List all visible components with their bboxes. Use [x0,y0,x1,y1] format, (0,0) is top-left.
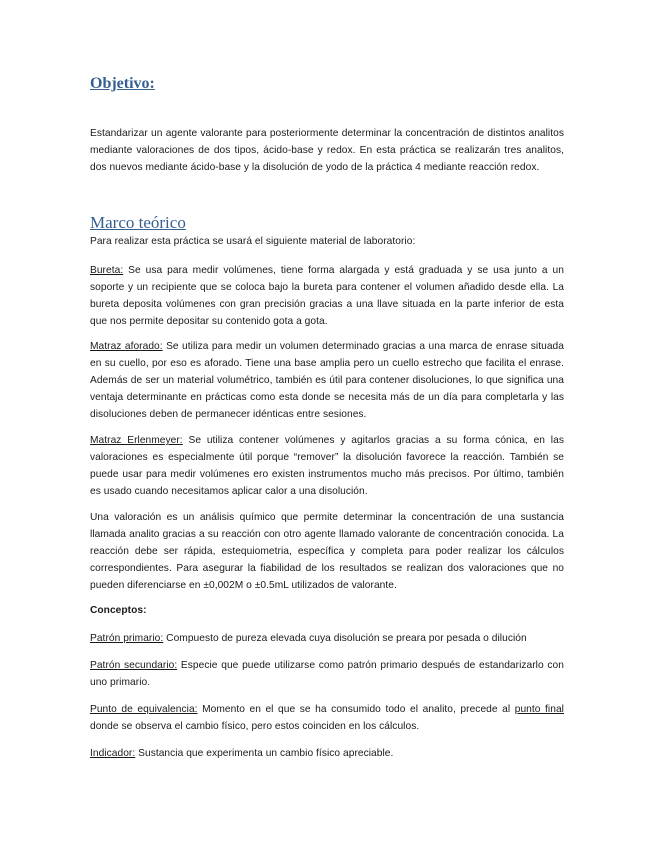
matraz-aforado-term: Matraz aforado: [90,341,163,352]
bureta-text: Se usa para medir volúmenes, tiene forma alargada y está graduada y se usa junto a un soporte y un recipiente que se coloca bajo la bureta para contener el volumen añadido desde ella. La bureta deposita volúmenes con gran precisión gracias a una llave situada en la parte inferior de esta que nos permite depositar su contenido gota a gota. [90,265,564,327]
indicador-text: Sustancia que experimenta un cambio físico apreciable. [135,748,394,759]
marco-teorico-heading: Marco teórico [90,213,186,232]
patron-secundario-term: Patrón secundario: [90,660,178,671]
matraz-erlenmeyer-paragraph [90,432,564,500]
valoracion-paragraph: Una valoración es un análisis químico que permite determinar la concentración de una sustancia llamada analito gracias a su reacción con otro agente llamado valorante de concentración conocida. La reacción debe ser rápida, estequiometria, específica y completa para poder realizar los cálculos correspondientes. Para asegurar la fiabilidad de los resultados se realizan dos valoraciones que no pueden diferenciarse en ±0,002M o ±0.5mL utilizados de valorante. [90,512,564,591]
patron-primario-text: Compuesto de pureza elevada cuya disolución se preara por pesada o dilución [163,633,527,644]
bureta-term: Bureta: [90,265,124,276]
punto-final-term: punto final [514,704,564,715]
indicador-paragraph [90,745,564,762]
marco-intro: Para realizar esta práctica se usará el siguiente material de laboratorio: [90,236,416,247]
patron-primario-paragraph [90,630,564,647]
objetivo-heading: Objetivo: [90,75,155,92]
matraz-erlenmeyer-text: Se utiliza contener volúmenes y agitarlos gracias a su forma cónica, en las valoraciones es especialmente útil porque “remover” la disolución favorece la reacción. También se puede usar para medir volúmenes ero existen instrumentos mucho más precisos. Por último, también es usado cuando necesitamos aplicar calor a una disolución. [90,435,564,497]
punto-equivalencia-text-after: donde se observa el cambio físico, pero estos coinciden en los cálculos. [90,721,420,732]
punto-equivalencia-term: Punto de equivalencia: [90,704,198,715]
patron-primario-term: Patrón primario: [90,633,164,644]
indicador-term: Indicador: [90,748,136,759]
bureta-paragraph [90,262,564,330]
patron-secundario-text: Especie que puede utilizarse como patrón primario después de estandarizarlo con uno primario. [90,660,564,688]
conceptos-heading: Conceptos: [90,605,147,616]
punto-equivalencia-text-before: Momento en el que se ha consumido todo el analito, precede al [197,704,515,715]
matraz-erlenmeyer-term: Matraz Erlenmeyer: [90,435,183,446]
objetivo-paragraph: Estandarizar un agente valorante para posteriormente determinar la concentración de distintos analitos mediante valoraciones de dos tipos, ácido-base y redox. En esta práctica se realizarán tres analitos, dos nuevos mediante ácido-base y la disolución de yodo de la práctica 4 mediante reacción redox. [90,128,564,173]
patron-secundario-paragraph [90,657,564,691]
matraz-aforado-text: Se utiliza para medir un volumen determinado gracias a una marca de enrase situada en su cuello, por eso es aforado. Tiene una base amplia pero un cuello estrecho que facilita el enrase. Además de ser un material volumétrico, también es útil para contener disoluciones, lo que significa una ventaja determinante en prácticas como esta donde se necesita más de un día para completarla y las disoluciones deben de permanecer idénticas entre sesiones. [90,341,564,420]
matraz-aforado-paragraph [90,338,564,423]
punto-equivalencia-paragraph [90,701,564,735]
